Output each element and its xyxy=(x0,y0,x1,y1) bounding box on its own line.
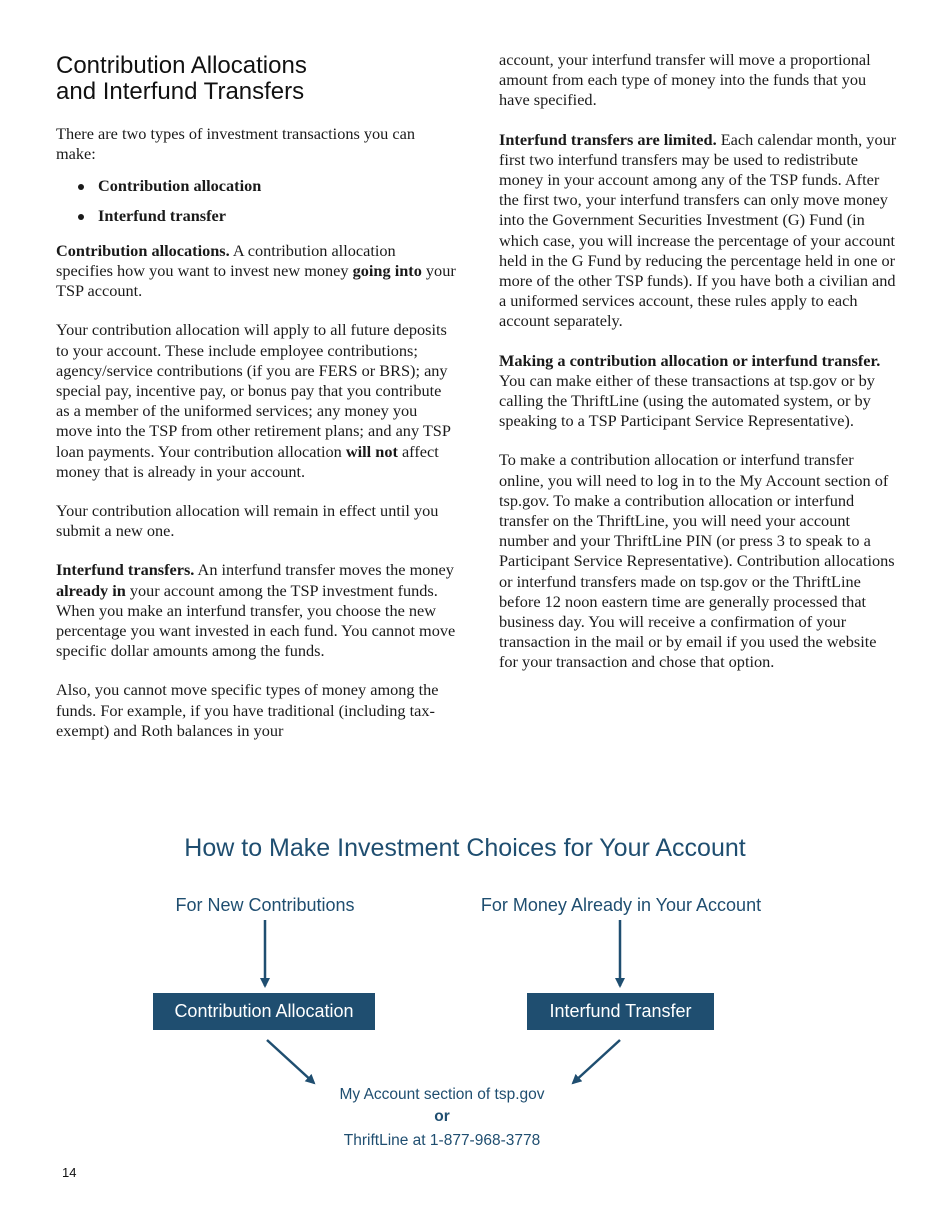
new-contributions-label: For New Contributions xyxy=(175,895,355,915)
contribution-allocation-box: Contribution Allocation xyxy=(153,993,375,1030)
page-number: 14 xyxy=(62,1165,77,1180)
contribution-allocations-paragraph: Contribution allocations. A contribution allocation specifies how you want to invest new money going into your TSP account. xyxy=(56,240,456,301)
diagram-title: How to Make Investment Choices for Your Account xyxy=(184,834,746,862)
making-transaction-paragraph: Making a contribution allocation or interfund transfer. You can make either of these transactions at tsp.gov or by calling the ThriftLine (using the automated system, or by speaking to a TSP Participant Service Representative). xyxy=(499,350,881,431)
proportional-paragraph: account, your interfund transfer will move a proportional amount from each type of money into the funds that you have specified. xyxy=(499,50,871,110)
intro-paragraph: There are two types of investment transactions you can make: xyxy=(56,124,415,164)
interfund-transfer-box: Interfund Transfer xyxy=(527,993,714,1030)
money-in-account-label: For Money Already in Your Account xyxy=(480,895,762,915)
or-label: or xyxy=(434,1108,450,1125)
list-item: Interfund transfer xyxy=(98,206,456,226)
list-item: Contribution allocation xyxy=(98,176,456,196)
interfund-transfers-paragraph: Interfund transfers. An interfund transfer moves the money already in your account among the TSP investment funds. When you make an interfund transfer, you choose the new percentage you want invested in each fund. You cannot move specific dollar amounts among the funds. xyxy=(56,560,456,661)
money-types-paragraph: Also, you cannot move specific types of money among the funds. For example, if you have traditional (including tax-exempt) and Roth balances in your xyxy=(56,680,439,740)
my-account-method: My Account section of tsp.gov xyxy=(339,1086,545,1103)
online-instructions-paragraph: To make a contribution allocation or interfund transfer online, you will need to log in to the My Account section of tsp.gov. To make a contribution allocation or interfund transfer on the ThriftLine, you will need your account number and your ThriftLine PIN (or press 3 to speak to a Participant Service Representative). Contribution allocations or interfund transfers made on tsp.gov or the ThriftLine before 12 noon eastern time are generally processed that business day. You will receive a confirmation of your transaction in the mail or by email if you used the website for your transaction and chose that option. xyxy=(499,450,895,672)
future-deposits-paragraph: Your contribution allocation will apply to all future deposits to your account. These include employee contributions; agency/service contributions (if you are FERS or BRS); any special pay, incentive pay, or bonus pay that you contribute as a member of the uniformed services; any money you move into the TSP from other retirement plans; and any TSP loan payments. Your contribution allocation will not affect money that is already in your account. xyxy=(56,320,451,481)
page-heading: Contribution Allocations and Interfund Transfers xyxy=(56,52,307,105)
arrow-converge-left xyxy=(267,1040,314,1083)
remain-in-effect-paragraph: Your contribution allocation will remain in effect until you submit a new one. xyxy=(56,501,439,541)
transfers-limited-paragraph: Interfund transfers are limited. Each calendar month, your first two interfund transfers may be used to redistribute money in your account among any of the TSP funds. After the first two, your interfund transfers can only move money into the Government Securities Investment (G) Fund (in which case, you will increase the percentage of your account held in the G Fund by reducing the percentage held in one or more of the other TSP funds). If you have both a civilian and a uniformed services account, these rules apply to each account separately. xyxy=(499,129,897,331)
arrow-converge-right xyxy=(573,1040,620,1083)
thriftline-method: ThriftLine at 1-877-968-3778 xyxy=(343,1132,541,1149)
